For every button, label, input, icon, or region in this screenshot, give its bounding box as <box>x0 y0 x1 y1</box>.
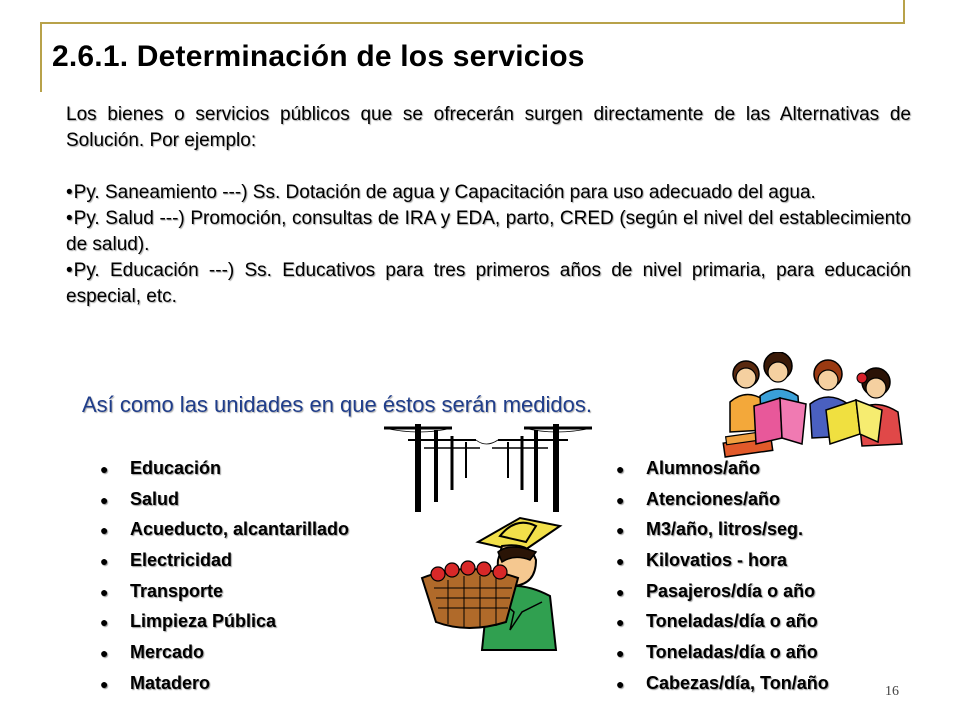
electric-poles-illustration <box>380 420 596 520</box>
bullet-dot: ● <box>100 522 109 539</box>
project-item <box>66 206 911 258</box>
list-item <box>97 671 349 702</box>
frame-right-line <box>903 0 905 24</box>
list-item <box>613 609 829 640</box>
bullet-dot: ● <box>100 645 109 662</box>
bullet-dot: ● <box>616 645 625 662</box>
service-label: Limpieza Pública <box>130 611 277 632</box>
list-item <box>613 456 829 487</box>
bullet-dot: ● <box>616 461 625 477</box>
project-text: Py. Saneamiento ---) Ss. Dotación de agua y Capacitación para uso adecuado del agua. <box>73 182 816 203</box>
bullet-dot: ● <box>100 675 109 692</box>
bullet-dot: ● <box>616 553 625 570</box>
list-item <box>613 487 829 518</box>
intro-text: Los bienes o servicios públicos que se ofrecerán surgen directamente de las Alternativas de Solución. Por ejemplo: <box>66 104 911 151</box>
list-item <box>97 609 349 640</box>
service-label: Mercado <box>130 642 205 663</box>
project-item <box>66 180 911 206</box>
bullet-dot: ● <box>100 553 109 570</box>
unit-label: Pasajeros/día o año <box>646 580 816 601</box>
bullet-dot: ● <box>616 583 625 600</box>
service-label: Educación <box>130 458 222 478</box>
units-caption: Así como las unidades en que éstos serán medidos. <box>82 392 592 417</box>
bullet-dot: ● <box>100 614 109 631</box>
unit-label: Alumnos/año <box>646 458 761 478</box>
bullet-dot: • <box>66 182 73 203</box>
list-item <box>97 487 349 518</box>
list-item <box>97 456 349 487</box>
bullet-dot: ● <box>100 583 109 600</box>
bullet-dot: ● <box>616 491 625 508</box>
project-text: Py. Educación ---) Ss. Educativos para tres primeros años de nivel primaria, para educación especial, etc. <box>66 260 911 307</box>
list-item <box>97 640 349 671</box>
bullet-dot: ● <box>616 522 625 539</box>
bullet-dot: ● <box>100 461 109 477</box>
list-item <box>613 548 829 579</box>
list-item <box>613 517 829 548</box>
service-label: Matadero <box>130 672 211 693</box>
project-item <box>66 258 911 310</box>
bullet-dot: ● <box>616 614 625 631</box>
project-text: Py. Salud ---) Promoción, consultas de IRA y EDA, parto, CRED (según el nivel del establecimiento de salud). <box>66 208 911 255</box>
unit-label: Atenciones/año <box>646 488 781 509</box>
unit-label: M3/año, litros/seg. <box>646 519 804 540</box>
list-item <box>613 579 829 610</box>
list-item <box>97 548 349 579</box>
list-item <box>97 517 349 548</box>
slide-title: 2.6.1. Determinación de los servicios <box>52 40 585 73</box>
service-label: Electricidad <box>130 550 233 571</box>
unit-label: Cabezas/día, Ton/año <box>646 672 829 693</box>
bullet-dot: • <box>66 260 73 281</box>
farmer-basket-illustration <box>418 512 566 654</box>
projects-list <box>66 180 911 310</box>
bullet-dot: ● <box>100 491 109 508</box>
units-list <box>613 456 829 702</box>
service-label: Salud <box>130 488 180 509</box>
unit-label: Toneladas/día o año <box>646 642 818 663</box>
children-reading-illustration <box>716 352 912 464</box>
service-label: Transporte <box>130 580 224 601</box>
page-number: 16 <box>885 684 899 699</box>
frame-top-line <box>40 22 905 24</box>
list-item <box>97 579 349 610</box>
service-label: Acueducto, alcantarillado <box>130 519 350 540</box>
unit-label: Kilovatios - hora <box>646 550 788 571</box>
list-item <box>613 671 829 702</box>
bullet-dot: • <box>66 208 73 229</box>
unit-label: Toneladas/día o año <box>646 611 818 632</box>
intro-paragraph <box>66 102 911 154</box>
frame-left-line <box>40 22 42 92</box>
list-item <box>613 640 829 671</box>
services-list <box>97 456 349 702</box>
bullet-dot: ● <box>616 675 625 692</box>
